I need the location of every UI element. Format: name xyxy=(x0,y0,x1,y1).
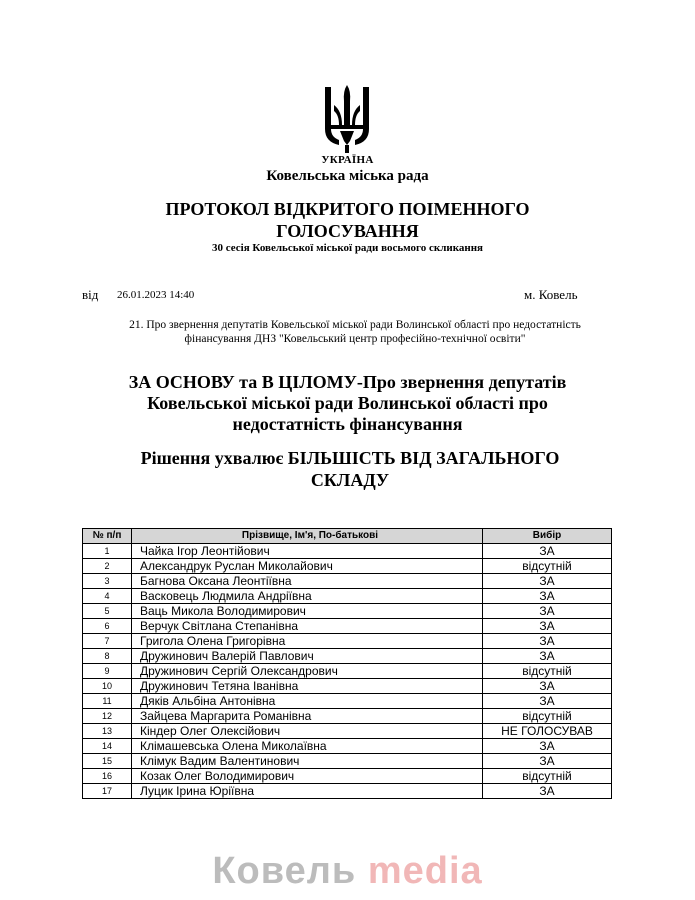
deputy-name: Верчук Світлана Степанівна xyxy=(132,619,483,634)
table-row xyxy=(83,754,612,769)
row-number: 6 xyxy=(83,619,132,634)
row-number: 17 xyxy=(83,784,132,799)
table-row xyxy=(83,664,612,679)
deputy-name: Александрук Руслан Миколайович xyxy=(132,559,483,574)
vote-choice: ЗА xyxy=(483,784,612,799)
table-row xyxy=(83,604,612,619)
vote-table-body xyxy=(83,544,612,799)
vote-choice: відсутній xyxy=(483,709,612,724)
table-row xyxy=(83,679,612,694)
row-number: 1 xyxy=(83,544,132,559)
table-row xyxy=(83,574,612,589)
deputy-name: Дружинович Сергій Олександрович xyxy=(132,664,483,679)
vote-choice: ЗА xyxy=(483,574,612,589)
date-from-label: від xyxy=(82,287,99,302)
city-name: м. Ковель xyxy=(524,287,578,302)
council-name: Ковельська міська рада xyxy=(266,168,429,184)
table-row xyxy=(83,544,612,559)
deputy-name: Дружинович Тетяна Іванівна xyxy=(132,679,483,694)
row-number: 16 xyxy=(83,769,132,784)
deputy-name: Козак Олег Володимирович xyxy=(132,769,483,784)
agenda-item: 21. Про звернення депутатів Ковельської міської ради Волинської області про недостатність фінансування ДНЗ "Ковельський центр професійно-технічної освіти" xyxy=(129,319,581,345)
vote-choice: ЗА xyxy=(483,694,612,709)
vote-choice: ЗА xyxy=(483,739,612,754)
vote-table-header xyxy=(83,529,612,544)
row-number: 9 xyxy=(83,664,132,679)
vote-choice: ЗА xyxy=(483,619,612,634)
deputy-name: Григола Олена Григорівна xyxy=(132,634,483,649)
row-number: 3 xyxy=(83,574,132,589)
vote-choice: ЗА xyxy=(483,649,612,664)
row-number: 12 xyxy=(83,709,132,724)
trident-coat-of-arms-icon xyxy=(322,85,372,153)
deputy-name: Ваць Микола Володимирович xyxy=(132,604,483,619)
deputy-name: Клімашевська Олена Миколаївна xyxy=(132,739,483,754)
table-row xyxy=(83,694,612,709)
table-row xyxy=(83,619,612,634)
row-number: 2 xyxy=(83,559,132,574)
table-row xyxy=(83,724,612,739)
table-row xyxy=(83,784,612,799)
session-subtitle: 30 сесія Ковельської міської ради восьмого скликання xyxy=(211,242,483,254)
vote-choice: ЗА xyxy=(483,634,612,649)
row-number: 11 xyxy=(83,694,132,709)
vote-choice: ЗА xyxy=(483,604,612,619)
deputy-name: Дяків Альбіна Антонівна xyxy=(132,694,483,709)
row-number: 8 xyxy=(83,649,132,664)
vote-choice: НЕ ГОЛОСУВАВ xyxy=(483,724,612,739)
deputy-name: Васковець Людмила Андріївна xyxy=(132,589,483,604)
vote-choice: ЗА xyxy=(483,589,612,604)
deputy-name: Дружинович Валерій Павлович xyxy=(132,649,483,664)
vote-choice: ЗА xyxy=(483,544,612,559)
deputy-name: Зайцева Маргарита Романівна xyxy=(132,709,483,724)
vote-choice: відсутній xyxy=(483,559,612,574)
table-row xyxy=(83,559,612,574)
country-name: УКРАЇНА xyxy=(321,154,374,166)
table-row xyxy=(83,649,612,664)
row-number: 13 xyxy=(83,724,132,739)
vote-choice: ЗА xyxy=(483,754,612,769)
vote-choice: ЗА xyxy=(483,679,612,694)
column-header-number: № п/п xyxy=(83,529,132,544)
table-row xyxy=(83,709,612,724)
row-number: 14 xyxy=(83,739,132,754)
deputy-name: Клімук Вадим Валентинович xyxy=(132,754,483,769)
row-number: 15 xyxy=(83,754,132,769)
row-number: 10 xyxy=(83,679,132,694)
column-header-choice: Вибір xyxy=(483,529,612,544)
row-number: 5 xyxy=(83,604,132,619)
row-number: 4 xyxy=(83,589,132,604)
vote-choice: відсутній xyxy=(483,664,612,679)
table-row xyxy=(83,769,612,784)
column-header-name: Прізвище, Ім'я, По-батькові xyxy=(132,529,483,544)
protocol-title: ПРОТОКОЛ ВІДКРИТОГО ПОІМЕННОГО ГОЛОСУВАННЯ xyxy=(165,199,530,241)
deputy-name: Чайка Ігор Леонтійович xyxy=(132,544,483,559)
deputy-name: Багнова Оксана Леонтіївна xyxy=(132,574,483,589)
vote-datetime: 26.01.2023 14:40 xyxy=(117,289,195,301)
deputy-name: Кіндер Олег Олексійович xyxy=(132,724,483,739)
vote-table xyxy=(82,528,612,799)
table-row xyxy=(83,589,612,604)
watermark-part-2: media xyxy=(367,850,483,892)
watermark-logo xyxy=(0,850,695,893)
row-number: 7 xyxy=(83,634,132,649)
table-row xyxy=(83,739,612,754)
decision-heading: ЗА ОСНОВУ та В ЦІЛОМУ-Про звернення депутатів Ковельської міської ради Волинської області про недостатність фінансування xyxy=(128,372,567,434)
table-row xyxy=(83,634,612,649)
majority-requirement: Рішення ухвалює БІЛЬШІСТЬ ВІД ЗАГАЛЬНОГО СКЛАДУ xyxy=(140,448,560,490)
deputy-name: Луцик Ірина Юріївна xyxy=(132,784,483,799)
watermark-part-1: Ковель xyxy=(212,850,357,892)
vote-choice: відсутній xyxy=(483,769,612,784)
